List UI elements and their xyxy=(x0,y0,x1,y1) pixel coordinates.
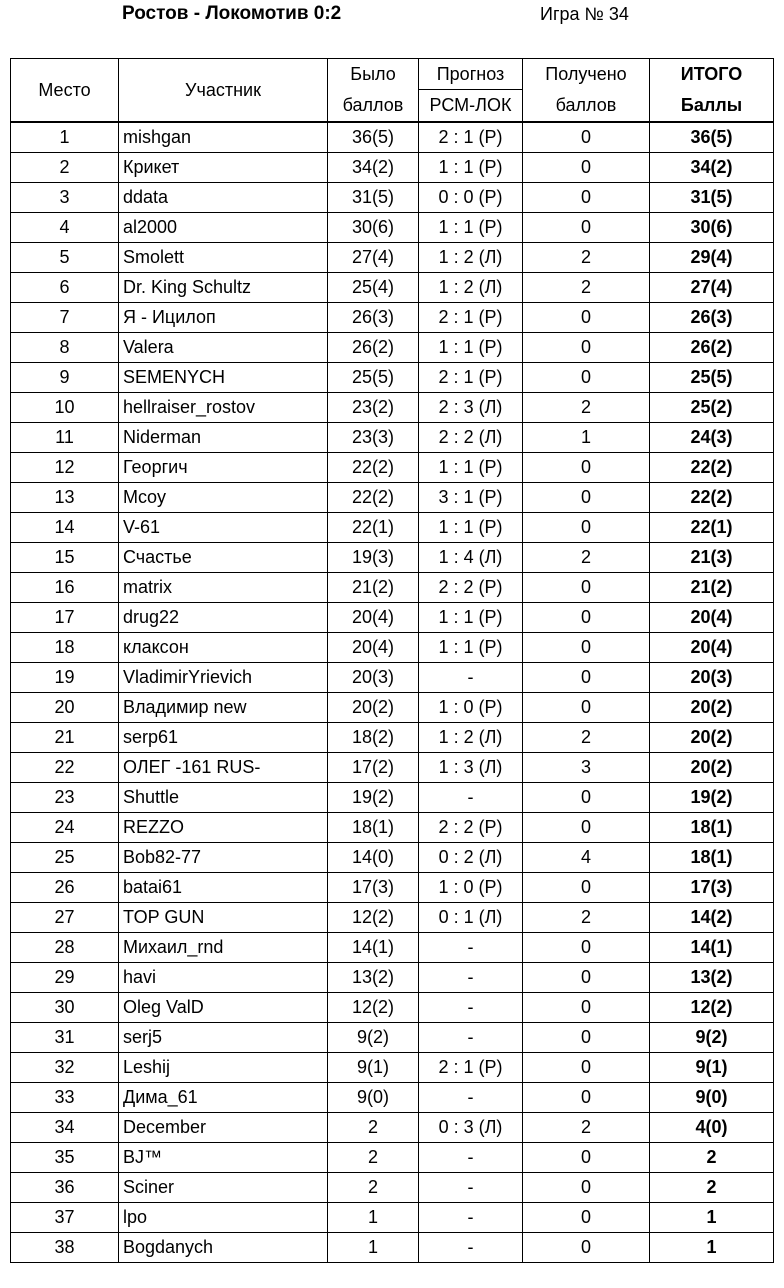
table-row xyxy=(11,543,774,573)
received-points-cell: 2 xyxy=(523,243,650,273)
had-points-cell: 22(2) xyxy=(328,483,419,513)
place-cell: 9 xyxy=(11,363,119,393)
forecast-cell: 0 : 0 (Р) xyxy=(419,183,523,213)
column-header-had-bottom: баллов xyxy=(328,90,419,123)
place-cell: 12 xyxy=(11,453,119,483)
forecast-cell: 2 : 2 (Р) xyxy=(419,573,523,603)
place-cell: 22 xyxy=(11,753,119,783)
participant-cell: Sciner xyxy=(119,1173,328,1203)
received-points-cell: 0 xyxy=(523,873,650,903)
forecast-cell: 2 : 1 (Р) xyxy=(419,122,523,153)
column-header-total-bottom: Баллы xyxy=(650,90,774,123)
table-row xyxy=(11,873,774,903)
table-row xyxy=(11,843,774,873)
total-points-cell: 22(1) xyxy=(650,513,774,543)
participant-cell: Я - Ицилоп xyxy=(119,303,328,333)
table-row xyxy=(11,963,774,993)
had-points-cell: 14(0) xyxy=(328,843,419,873)
forecast-cell: 0 : 2 (Л) xyxy=(419,843,523,873)
forecast-cell: - xyxy=(419,1083,523,1113)
table-row xyxy=(11,573,774,603)
had-points-cell: 25(4) xyxy=(328,273,419,303)
forecast-cell: - xyxy=(419,1023,523,1053)
total-points-cell: 14(1) xyxy=(650,933,774,963)
total-points-cell: 21(2) xyxy=(650,573,774,603)
forecast-cell: 1 : 2 (Л) xyxy=(419,273,523,303)
participant-cell: al2000 xyxy=(119,213,328,243)
total-points-cell: 9(1) xyxy=(650,1053,774,1083)
had-points-cell: 9(2) xyxy=(328,1023,419,1053)
table-row xyxy=(11,663,774,693)
forecast-cell: 2 : 2 (Р) xyxy=(419,813,523,843)
participant-cell: Счастье xyxy=(119,543,328,573)
had-points-cell: 1 xyxy=(328,1233,419,1263)
total-points-cell: 25(2) xyxy=(650,393,774,423)
place-cell: 16 xyxy=(11,573,119,603)
participant-cell: Niderman xyxy=(119,423,328,453)
had-points-cell: 20(3) xyxy=(328,663,419,693)
total-points-cell: 30(6) xyxy=(650,213,774,243)
forecast-cell: - xyxy=(419,1233,523,1263)
had-points-cell: 20(2) xyxy=(328,693,419,723)
received-points-cell: 0 xyxy=(523,693,650,723)
total-points-cell: 21(3) xyxy=(650,543,774,573)
forecast-cell: - xyxy=(419,663,523,693)
place-cell: 8 xyxy=(11,333,119,363)
received-points-cell: 0 xyxy=(523,813,650,843)
place-cell: 6 xyxy=(11,273,119,303)
participant-cell: Mcoy xyxy=(119,483,328,513)
received-points-cell: 2 xyxy=(523,543,650,573)
place-cell: 32 xyxy=(11,1053,119,1083)
column-header-total-top: ИТОГО xyxy=(650,59,774,90)
received-points-cell: 0 xyxy=(523,573,650,603)
total-points-cell: 20(2) xyxy=(650,693,774,723)
had-points-cell: 9(0) xyxy=(328,1083,419,1113)
forecast-cell: 1 : 1 (Р) xyxy=(419,513,523,543)
total-points-cell: 18(1) xyxy=(650,813,774,843)
table-row xyxy=(11,423,774,453)
place-cell: 34 xyxy=(11,1113,119,1143)
place-cell: 33 xyxy=(11,1083,119,1113)
received-points-cell: 2 xyxy=(523,903,650,933)
place-cell: 31 xyxy=(11,1023,119,1053)
place-cell: 1 xyxy=(11,122,119,153)
forecast-cell: 3 : 1 (Р) xyxy=(419,483,523,513)
participant-cell: Valera xyxy=(119,333,328,363)
participant-cell: VladimirYrievich xyxy=(119,663,328,693)
had-points-cell: 25(5) xyxy=(328,363,419,393)
forecast-cell: 1 : 0 (Р) xyxy=(419,873,523,903)
place-cell: 7 xyxy=(11,303,119,333)
had-points-cell: 2 xyxy=(328,1113,419,1143)
had-points-cell: 30(6) xyxy=(328,213,419,243)
total-points-cell: 17(3) xyxy=(650,873,774,903)
total-points-cell: 24(3) xyxy=(650,423,774,453)
table-row xyxy=(11,363,774,393)
forecast-cell: 2 : 3 (Л) xyxy=(419,393,523,423)
table-row xyxy=(11,783,774,813)
had-points-cell: 14(1) xyxy=(328,933,419,963)
participant-cell: havi xyxy=(119,963,328,993)
received-points-cell: 0 xyxy=(523,153,650,183)
participant-cell: TOP GUN xyxy=(119,903,328,933)
total-points-cell: 19(2) xyxy=(650,783,774,813)
total-points-cell: 20(2) xyxy=(650,723,774,753)
place-cell: 18 xyxy=(11,633,119,663)
had-points-cell: 18(2) xyxy=(328,723,419,753)
place-cell: 3 xyxy=(11,183,119,213)
received-points-cell: 0 xyxy=(523,1203,650,1233)
received-points-cell: 0 xyxy=(523,1143,650,1173)
received-points-cell: 0 xyxy=(523,1233,650,1263)
place-cell: 28 xyxy=(11,933,119,963)
had-points-cell: 36(5) xyxy=(328,122,419,153)
forecast-cell: 1 : 2 (Л) xyxy=(419,723,523,753)
column-header-received-top: Получено xyxy=(523,59,650,90)
had-points-cell: 27(4) xyxy=(328,243,419,273)
received-points-cell: 0 xyxy=(523,513,650,543)
total-points-cell: 26(2) xyxy=(650,333,774,363)
total-points-cell: 9(2) xyxy=(650,1023,774,1053)
participant-cell: Крикет xyxy=(119,153,328,183)
total-points-cell: 29(4) xyxy=(650,243,774,273)
had-points-cell: 12(2) xyxy=(328,993,419,1023)
had-points-cell: 21(2) xyxy=(328,573,419,603)
forecast-cell: 0 : 1 (Л) xyxy=(419,903,523,933)
participant-cell: Dr. King Schultz xyxy=(119,273,328,303)
forecast-cell: 1 : 1 (Р) xyxy=(419,213,523,243)
total-points-cell: 34(2) xyxy=(650,153,774,183)
place-cell: 13 xyxy=(11,483,119,513)
had-points-cell: 20(4) xyxy=(328,603,419,633)
had-points-cell: 13(2) xyxy=(328,963,419,993)
forecast-cell: 2 : 1 (Р) xyxy=(419,303,523,333)
table-row xyxy=(11,693,774,723)
table-row xyxy=(11,1113,774,1143)
total-points-cell: 2 xyxy=(650,1173,774,1203)
game-number: Игра № 34 xyxy=(540,4,629,24)
had-points-cell: 12(2) xyxy=(328,903,419,933)
place-cell: 21 xyxy=(11,723,119,753)
total-points-cell: 13(2) xyxy=(650,963,774,993)
place-cell: 24 xyxy=(11,813,119,843)
had-points-cell: 23(3) xyxy=(328,423,419,453)
had-points-cell: 26(2) xyxy=(328,333,419,363)
received-points-cell: 0 xyxy=(523,1023,650,1053)
total-points-cell: 26(3) xyxy=(650,303,774,333)
place-cell: 17 xyxy=(11,603,119,633)
forecast-cell: 1 : 2 (Л) xyxy=(419,243,523,273)
had-points-cell: 22(2) xyxy=(328,453,419,483)
received-points-cell: 0 xyxy=(523,363,650,393)
forecast-cell: 2 : 1 (Р) xyxy=(419,1053,523,1083)
received-points-cell: 1 xyxy=(523,423,650,453)
participant-cell: Oleg ValD xyxy=(119,993,328,1023)
received-points-cell: 0 xyxy=(523,183,650,213)
forecast-cell: - xyxy=(419,1143,523,1173)
participant-cell: ddata xyxy=(119,183,328,213)
received-points-cell: 0 xyxy=(523,303,650,333)
header-row xyxy=(11,59,774,90)
participant-cell: mishgan xyxy=(119,122,328,153)
received-points-cell: 0 xyxy=(523,333,650,363)
received-points-cell: 0 xyxy=(523,1053,650,1083)
total-points-cell: 20(2) xyxy=(650,753,774,783)
forecast-cell: 2 : 2 (Л) xyxy=(419,423,523,453)
table-row xyxy=(11,213,774,243)
place-cell: 11 xyxy=(11,423,119,453)
received-points-cell: 4 xyxy=(523,843,650,873)
participant-cell: REZZO xyxy=(119,813,328,843)
column-header-received-bottom: баллов xyxy=(523,90,650,123)
total-points-cell: 12(2) xyxy=(650,993,774,1023)
total-points-cell: 1 xyxy=(650,1203,774,1233)
received-points-cell: 0 xyxy=(523,1173,650,1203)
place-cell: 10 xyxy=(11,393,119,423)
total-points-cell: 20(3) xyxy=(650,663,774,693)
table-row xyxy=(11,483,774,513)
table-row xyxy=(11,1053,774,1083)
column-header-had-top: Было xyxy=(328,59,419,90)
table-row xyxy=(11,1083,774,1113)
total-points-cell: 25(5) xyxy=(650,363,774,393)
forecast-cell: 1 : 4 (Л) xyxy=(419,543,523,573)
table-row xyxy=(11,122,774,153)
forecast-cell: - xyxy=(419,993,523,1023)
received-points-cell: 0 xyxy=(523,993,650,1023)
total-points-cell: 31(5) xyxy=(650,183,774,213)
participant-cell: serp61 xyxy=(119,723,328,753)
forecast-cell: 1 : 1 (Р) xyxy=(419,633,523,663)
had-points-cell: 18(1) xyxy=(328,813,419,843)
participant-cell: V-61 xyxy=(119,513,328,543)
participant-cell: Shuttle xyxy=(119,783,328,813)
table-row xyxy=(11,603,774,633)
place-cell: 27 xyxy=(11,903,119,933)
participant-cell: batai61 xyxy=(119,873,328,903)
participant-cell: Bob82-77 xyxy=(119,843,328,873)
table-row xyxy=(11,633,774,663)
total-points-cell: 27(4) xyxy=(650,273,774,303)
forecast-cell: 1 : 1 (Р) xyxy=(419,603,523,633)
table-row xyxy=(11,1173,774,1203)
had-points-cell: 19(3) xyxy=(328,543,419,573)
table-row xyxy=(11,993,774,1023)
table-row xyxy=(11,183,774,213)
received-points-cell: 2 xyxy=(523,1113,650,1143)
received-points-cell: 2 xyxy=(523,393,650,423)
had-points-cell: 23(2) xyxy=(328,393,419,423)
received-points-cell: 0 xyxy=(523,453,650,483)
participant-cell: lpo xyxy=(119,1203,328,1233)
had-points-cell: 17(2) xyxy=(328,753,419,783)
participant-cell: Bogdanych xyxy=(119,1233,328,1263)
table-row xyxy=(11,903,774,933)
received-points-cell: 0 xyxy=(523,1083,650,1113)
total-points-cell: 18(1) xyxy=(650,843,774,873)
table-row xyxy=(11,153,774,183)
had-points-cell: 17(3) xyxy=(328,873,419,903)
received-points-cell: 0 xyxy=(523,483,650,513)
received-points-cell: 0 xyxy=(523,963,650,993)
participant-cell: Георгич xyxy=(119,453,328,483)
table-row xyxy=(11,933,774,963)
forecast-cell: - xyxy=(419,933,523,963)
table-row xyxy=(11,1233,774,1263)
place-cell: 35 xyxy=(11,1143,119,1173)
place-cell: 37 xyxy=(11,1203,119,1233)
forecast-cell: - xyxy=(419,783,523,813)
total-points-cell: 36(5) xyxy=(650,122,774,153)
forecast-cell: 1 : 1 (Р) xyxy=(419,153,523,183)
had-points-cell: 2 xyxy=(328,1143,419,1173)
received-points-cell: 0 xyxy=(523,213,650,243)
table-row xyxy=(11,1143,774,1173)
forecast-cell: 2 : 1 (Р) xyxy=(419,363,523,393)
participant-cell: ОЛЕГ -161 RUS- xyxy=(119,753,328,783)
participant-cell: Smolett xyxy=(119,243,328,273)
total-points-cell: 2 xyxy=(650,1143,774,1173)
forecast-cell: - xyxy=(419,963,523,993)
total-points-cell: 9(0) xyxy=(650,1083,774,1113)
place-cell: 15 xyxy=(11,543,119,573)
results-table xyxy=(10,58,774,1263)
place-cell: 4 xyxy=(11,213,119,243)
total-points-cell: 1 xyxy=(650,1233,774,1263)
place-cell: 26 xyxy=(11,873,119,903)
place-cell: 23 xyxy=(11,783,119,813)
forecast-cell: - xyxy=(419,1173,523,1203)
forecast-cell: 1 : 0 (Р) xyxy=(419,693,523,723)
participant-cell: Leshij xyxy=(119,1053,328,1083)
table-row xyxy=(11,1023,774,1053)
participant-cell: Михаил_rnd xyxy=(119,933,328,963)
had-points-cell: 1 xyxy=(328,1203,419,1233)
participant-cell: клаксон xyxy=(119,633,328,663)
place-cell: 36 xyxy=(11,1173,119,1203)
table-row xyxy=(11,723,774,753)
received-points-cell: 0 xyxy=(523,122,650,153)
total-points-cell: 14(2) xyxy=(650,903,774,933)
place-cell: 5 xyxy=(11,243,119,273)
had-points-cell: 20(4) xyxy=(328,633,419,663)
place-cell: 19 xyxy=(11,663,119,693)
forecast-cell: 1 : 1 (Р) xyxy=(419,453,523,483)
page-header xyxy=(0,0,784,30)
table-body xyxy=(11,122,774,1263)
forecast-cell: 0 : 3 (Л) xyxy=(419,1113,523,1143)
table-row xyxy=(11,393,774,423)
column-header-forecast-bottom: РСМ-ЛОК xyxy=(419,90,523,123)
total-points-cell: 22(2) xyxy=(650,453,774,483)
match-title: Ростов - Локомотив 0:2 xyxy=(122,3,342,24)
participant-cell: SEMENYCH xyxy=(119,363,328,393)
received-points-cell: 3 xyxy=(523,753,650,783)
table-row xyxy=(11,1203,774,1233)
received-points-cell: 0 xyxy=(523,663,650,693)
place-cell: 25 xyxy=(11,843,119,873)
received-points-cell: 2 xyxy=(523,273,650,303)
forecast-cell: 1 : 3 (Л) xyxy=(419,753,523,783)
received-points-cell: 0 xyxy=(523,603,650,633)
participant-cell: serj5 xyxy=(119,1023,328,1053)
column-header-participant: Участник xyxy=(119,59,328,123)
table-row xyxy=(11,333,774,363)
had-points-cell: 2 xyxy=(328,1173,419,1203)
total-points-cell: 22(2) xyxy=(650,483,774,513)
table-row xyxy=(11,453,774,483)
participant-cell: Дима_61 xyxy=(119,1083,328,1113)
table-row xyxy=(11,273,774,303)
place-cell: 14 xyxy=(11,513,119,543)
place-cell: 2 xyxy=(11,153,119,183)
place-cell: 30 xyxy=(11,993,119,1023)
had-points-cell: 19(2) xyxy=(328,783,419,813)
received-points-cell: 0 xyxy=(523,783,650,813)
forecast-cell: 1 : 1 (Р) xyxy=(419,333,523,363)
received-points-cell: 2 xyxy=(523,723,650,753)
table-row xyxy=(11,513,774,543)
received-points-cell: 0 xyxy=(523,633,650,663)
participant-cell: matrix xyxy=(119,573,328,603)
total-points-cell: 20(4) xyxy=(650,633,774,663)
place-cell: 20 xyxy=(11,693,119,723)
participant-cell: hellraiser_rostov xyxy=(119,393,328,423)
received-points-cell: 0 xyxy=(523,933,650,963)
forecast-cell: - xyxy=(419,1203,523,1233)
participant-cell: drug22 xyxy=(119,603,328,633)
total-points-cell: 4(0) xyxy=(650,1113,774,1143)
table-row xyxy=(11,813,774,843)
column-header-forecast-top: Прогноз xyxy=(419,59,523,90)
total-points-cell: 20(4) xyxy=(650,603,774,633)
participant-cell: December xyxy=(119,1113,328,1143)
place-cell: 29 xyxy=(11,963,119,993)
had-points-cell: 31(5) xyxy=(328,183,419,213)
table-row xyxy=(11,303,774,333)
table-row xyxy=(11,243,774,273)
had-points-cell: 34(2) xyxy=(328,153,419,183)
column-header-place: Место xyxy=(11,59,119,123)
table-row xyxy=(11,753,774,783)
table-header xyxy=(11,59,774,123)
had-points-cell: 9(1) xyxy=(328,1053,419,1083)
had-points-cell: 26(3) xyxy=(328,303,419,333)
had-points-cell: 22(1) xyxy=(328,513,419,543)
participant-cell: BJ™ xyxy=(119,1143,328,1173)
participant-cell: Владимир new xyxy=(119,693,328,723)
place-cell: 38 xyxy=(11,1233,119,1263)
